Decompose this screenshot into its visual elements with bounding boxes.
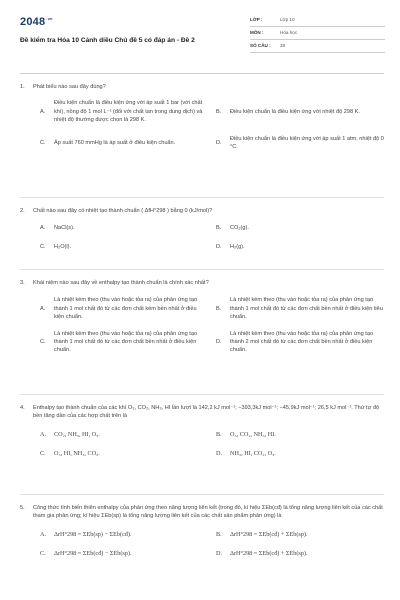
option-text: Áp suất 760 mmHg là áp suất ở điều kiện chuẩn. xyxy=(54,139,176,146)
question-stem xyxy=(20,279,384,287)
question-1 xyxy=(20,80,384,198)
meta-value: Hóa học xyxy=(280,29,298,35)
option-a[interactable] xyxy=(40,296,208,321)
question-4 xyxy=(20,395,384,495)
option-b[interactable] xyxy=(216,296,384,321)
option-text: NaCl(s). xyxy=(54,225,75,232)
option-d[interactable] xyxy=(216,243,384,251)
option-letter: C. xyxy=(40,550,46,558)
question-text: Chất nào sau đây có nhiệt tạo thành chuẩn ( ΔfH°298 ) bằng 0 (kJ/mol)? xyxy=(33,208,213,214)
header-divider xyxy=(20,73,384,74)
option-a[interactable] xyxy=(40,224,208,232)
option-d[interactable] xyxy=(216,135,384,152)
option-text: Điều kiện chuẩn là điều kiện ứng với nhiệt độ 298 K. xyxy=(230,108,360,115)
option-b[interactable] xyxy=(216,99,384,124)
options xyxy=(40,296,384,354)
option-text: H₂(g). xyxy=(230,243,245,250)
meta-row-class xyxy=(250,14,385,27)
option-letter: D. xyxy=(216,450,223,458)
question-stem xyxy=(20,404,384,421)
option-c[interactable] xyxy=(40,549,208,558)
question-text: Khái niệm nào sau đây về enthalpy tạo thành chuẩn là chính xác nhất? xyxy=(33,280,209,286)
option-text: Là nhiệt kèm theo (thu vào hoặc tỏa ra) của phản ứng tạo thành 1 mol chất đó từ các đơn chất bền nhất ở điều kiện tiêu chuẩn. xyxy=(230,297,383,321)
option-c[interactable] xyxy=(40,449,208,458)
option-text: CO₂, NH₃, HI, O₃. xyxy=(54,430,100,438)
option-text: Là nhiệt kèm theo (thu vào hoặc tỏa ra) của phản ứng tạo thành 2 mol chất đó từ các đơn chất bền nhất ở điều kiện chuẩn. xyxy=(230,330,374,354)
option-a[interactable] xyxy=(40,530,208,539)
options xyxy=(40,99,384,151)
option-d[interactable] xyxy=(216,449,384,458)
option-text: Điều kiện chuẩn là điều kiện ứng với áp suất 1 atm, nhiệt độ 0 °C. xyxy=(230,135,384,150)
option-b[interactable] xyxy=(216,530,384,539)
option-b[interactable] xyxy=(216,430,384,439)
question-text: Enthalpy tạo thành chuẩn của các khí O₃, CO₂, NH₃, HI lần lượt là 142,2 kJ mol⁻¹; −393,3kJ mol⁻¹; −45,9kJ mol⁻¹; 26,5 kJ mol⁻¹. Thứ tự độ bền tăng dần của các hợp chất trên là xyxy=(33,405,380,420)
option-letter: D. xyxy=(216,550,223,558)
options xyxy=(40,530,384,559)
meta-row-subject xyxy=(250,27,385,40)
option-letter: B. xyxy=(216,530,222,538)
option-a[interactable] xyxy=(40,430,208,439)
question-text: Phát biểu nào sau đây đúng? xyxy=(33,84,106,90)
option-letter: A. xyxy=(40,108,46,115)
option-text: NH₃, HI, CO₂, O₃. xyxy=(230,450,276,458)
question-text: Công thức tính biến thiên enthalpy của phản ứng theo năng lượng liên kết (trong đó, kí hiệu ΣEb(cđ) là tổng năng lượng liên kết của các chất tham gia phản ứng; kí hiệu ΣEb(sp) là tổng năng lượng liên kết của các chất sản phẩm phản ứng) là xyxy=(33,505,383,520)
question-number: 2. xyxy=(20,208,25,214)
document-title: Đề kiểm tra Hóa 10 Cánh diều Chủ đề 5 có đáp án - Đề 2 xyxy=(20,37,195,44)
option-letter: A. xyxy=(40,305,46,312)
option-letter: B. xyxy=(216,108,222,115)
question-2 xyxy=(20,198,384,270)
option-c[interactable] xyxy=(40,243,208,251)
meta-label: LỚP : xyxy=(250,16,263,22)
option-letter: A. xyxy=(40,430,47,438)
meta-label: SỐ CÂU : xyxy=(250,42,271,48)
option-text: O₃, CO₂, NH₃, HI. xyxy=(230,430,276,438)
option-letter: C. xyxy=(40,139,46,146)
option-text: CO₂(g). xyxy=(230,225,249,232)
question-stem xyxy=(20,83,384,91)
meta-table xyxy=(250,14,385,53)
option-letter: A. xyxy=(40,530,47,538)
question-5 xyxy=(20,495,384,590)
meta-label: MÔN : xyxy=(250,29,264,35)
option-text: ΔrH°298 = ΣEb(sp) − ΣEb(cđ). xyxy=(54,530,132,538)
option-d[interactable] xyxy=(216,330,384,355)
option-letter: C. xyxy=(40,338,46,345)
option-letter: B. xyxy=(216,305,222,312)
option-c[interactable] xyxy=(40,135,208,152)
option-letter: C. xyxy=(40,450,46,458)
option-letter: D. xyxy=(216,243,222,250)
option-letter: D. xyxy=(216,338,222,345)
meta-row-count xyxy=(250,40,385,53)
brand-domain: .vn xyxy=(46,16,53,21)
option-text: ΔrH°298 = ΣEb(cđ) + ΣEb(sp). xyxy=(230,530,308,538)
document-header xyxy=(20,14,385,66)
option-letter: A. xyxy=(40,225,46,232)
option-text: ΔrH°298 = ΣEb(cđ) − ΣEb(sp). xyxy=(54,550,132,558)
option-letter: C. xyxy=(40,243,46,250)
question-number: 5. xyxy=(20,505,25,511)
question-number: 1. xyxy=(20,84,25,90)
question-3 xyxy=(20,270,384,395)
question-stem xyxy=(20,207,384,215)
option-letter: B. xyxy=(216,430,222,438)
option-c[interactable] xyxy=(40,330,208,355)
meta-value: Lớp 10 xyxy=(280,16,295,22)
question-list xyxy=(20,80,384,590)
site-logo[interactable] xyxy=(20,14,53,31)
option-text: O₃, HI, NH₃, CO₂. xyxy=(54,450,100,458)
question-stem xyxy=(20,504,384,521)
option-text: Điều kiện chuẩn là điều kiện ứng với áp suất 1 bar (với chất khí), nồng độ 1 mol L⁻¹ (đối với chất tan trong dung dịch) và nhiệt độ thường được chọn là 298 K. xyxy=(54,100,203,124)
option-letter: B. xyxy=(216,225,222,232)
brand-name: 2048 xyxy=(20,16,46,28)
options xyxy=(40,224,384,251)
meta-value: 28 xyxy=(280,42,286,48)
option-text: ΔrH°298 = ΣEb(cđ) + ΣEb(sp). xyxy=(230,550,308,558)
options xyxy=(40,430,384,459)
option-text: Là nhiệt kèm theo (thu vào hoặc tỏa ra) của phản ứng tạo thành 1 mol chất đó từ các đơn chất kém bền nhất ở điều kiện chuẩn. xyxy=(54,297,198,321)
question-number: 4. xyxy=(20,405,25,411)
question-number: 3. xyxy=(20,280,25,286)
option-text: H₂O(l). xyxy=(54,243,72,250)
option-a[interactable] xyxy=(40,99,208,124)
option-d[interactable] xyxy=(216,549,384,558)
option-text: Là nhiệt kèm theo (thu vào hoặc tỏa ra) của phản ứng tạo thành 1 mol chất đó từ các đơn chất bền nhất ở điều kiện chuẩn. xyxy=(54,330,198,354)
option-b[interactable] xyxy=(216,224,384,232)
option-letter: D. xyxy=(216,139,222,146)
